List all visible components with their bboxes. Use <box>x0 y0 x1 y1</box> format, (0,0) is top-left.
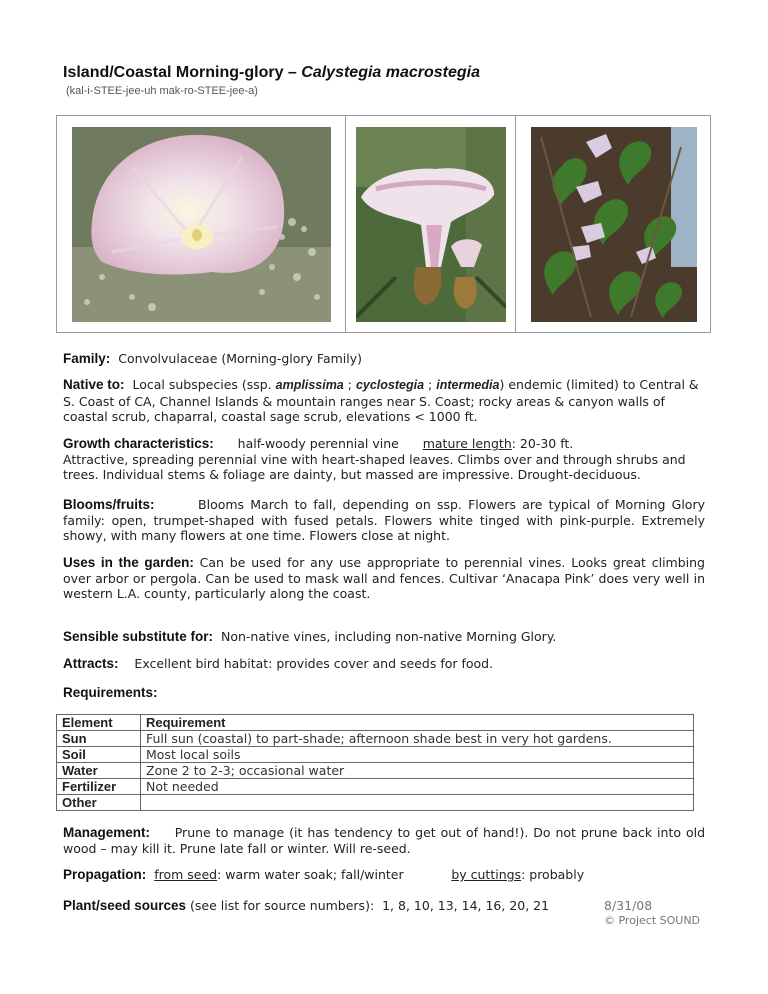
family-section <box>63 351 705 367</box>
family-value: Convolvulaceae (Morning-glory Family) <box>118 351 363 366</box>
subspecies-amplissima: amplissima <box>275 378 344 392</box>
mature-length-value: : 20-30 ft. <box>511 436 574 451</box>
requirement-cell: Most local soils <box>141 747 694 763</box>
growth-habit: half-woody perennial vine <box>237 436 399 451</box>
requirement-cell: Full sun (coastal) to part-shade; afternoon shade best in very hot gardens. <box>141 731 694 747</box>
uses-section <box>63 555 705 602</box>
table-row <box>57 779 694 795</box>
from-seed-label: from seed <box>154 867 218 882</box>
scientific-name: Calystegia macrostegia <box>301 64 481 81</box>
native-separator: ; <box>428 377 433 392</box>
family-label: Family: <box>63 351 111 366</box>
uses-description: Can be used for any use appropriate to perennial vines. Looks great climbing over arbor or pergola. Can be used to mask wall and fences. Cultivar ‘Anacapa Pink’ does very well in western L.A. county, particularly along the coast. <box>63 555 705 601</box>
native-section <box>63 377 705 425</box>
propagation-section <box>63 867 705 883</box>
revision-date: 8/31/08 <box>604 898 653 913</box>
element-cell: Soil <box>57 747 141 763</box>
growth-section <box>63 436 705 483</box>
common-name: Island/Coastal Morning-glory <box>63 64 284 81</box>
by-cuttings-value: : probably <box>521 867 585 882</box>
growth-label: Growth characteristics: <box>63 436 214 451</box>
column-header-requirement: Requirement <box>141 715 694 731</box>
requirement-cell: Not needed <box>141 779 694 795</box>
page-title <box>63 64 480 82</box>
propagation-label: Propagation: <box>63 867 147 882</box>
blooms-description: Blooms March to fall, depending on ssp. Flowers are typical of Morning Glory family: open, trumpet-shaped with fused petals. Flowers white tinged with pink-purple. Extremely showy, with many flowers at one time. Flowers close at night. <box>63 497 705 543</box>
photo-divider <box>515 116 516 332</box>
native-description: endemic (limited) to Central & S. Coast of CA, Channel Islands & mountain ranges near S. Coast; rocky areas & canyon walls of coastal scrub, chaparral, coastal sage scrub, elevations < 1000 ft. <box>63 377 699 424</box>
table-row <box>57 763 694 779</box>
element-cell: Water <box>57 763 141 779</box>
native-label: Native to: <box>63 377 125 392</box>
substitute-section <box>63 629 705 645</box>
native-paren: ) <box>499 377 505 392</box>
table-row <box>57 795 694 811</box>
flower-photo-side <box>356 127 506 322</box>
table-header-row <box>57 715 694 731</box>
requirements-label: Requirements: <box>63 685 158 700</box>
element-cell: Sun <box>57 731 141 747</box>
substitute-label: Sensible substitute for: <box>63 629 214 644</box>
attracts-section <box>63 656 705 672</box>
photo-divider <box>345 116 346 332</box>
sources-section <box>63 898 593 914</box>
requirements-table <box>56 714 694 811</box>
sources-label: Plant/seed sources <box>63 898 187 913</box>
management-description: Prune to manage (it has tendency to get out of hand!). Do not prune back into old wood – may kill it. Prune late fall or winter. Will re-seed. <box>63 825 705 856</box>
copyright: © Project SOUND <box>604 914 701 927</box>
table-row <box>57 747 694 763</box>
subspecies-cyclostegia: cyclostegia <box>355 378 425 392</box>
element-cell: Other <box>57 795 141 811</box>
photo-panel <box>56 115 711 333</box>
requirements-heading <box>63 685 705 701</box>
column-header-element: Element <box>57 715 141 731</box>
element-cell: Fertilizer <box>57 779 141 795</box>
native-intro: Local subspecies (ssp. <box>132 377 272 392</box>
blooms-label: Blooms/fruits: <box>63 497 155 512</box>
sources-value: 1, 8, 10, 13, 14, 16, 20, 21 <box>382 898 550 913</box>
by-cuttings-label: by cuttings <box>451 867 522 882</box>
from-seed-value: : warm water soak; fall/winter <box>217 867 404 882</box>
sources-note: (see list for source numbers): <box>190 898 375 913</box>
uses-label: Uses in the garden: <box>63 555 194 570</box>
requirement-cell: Zone 2 to 2-3; occasional water <box>141 763 694 779</box>
mature-length-label: mature length <box>422 436 512 451</box>
management-section <box>63 825 705 856</box>
attracts-label: Attracts: <box>63 656 119 671</box>
management-label: Management: <box>63 825 151 840</box>
attracts-value: Excellent bird habitat: provides cover and seeds for food. <box>134 656 494 671</box>
blooms-section <box>63 497 705 544</box>
subspecies-intermedia: intermedia <box>436 378 500 392</box>
requirement-cell <box>141 795 694 811</box>
substitute-value: Non-native vines, including non-native Morning Glory. <box>220 629 557 644</box>
pronunciation: (kal-i-STEE-jee-uh mak-ro-STEE-jee-a) <box>66 85 258 97</box>
vine-foliage-photo <box>531 127 697 322</box>
table-row <box>57 731 694 747</box>
growth-description: Attractive, spreading perennial vine with heart-shaped leaves. Climbs over and through shrubs and trees. Individual stems & foliage are dainty, but massed are impressive. Drought-deciduous. <box>63 451 686 482</box>
native-separator: ; <box>347 377 352 392</box>
title-dash: – <box>283 64 302 81</box>
flower-photo-closeup <box>72 127 331 322</box>
